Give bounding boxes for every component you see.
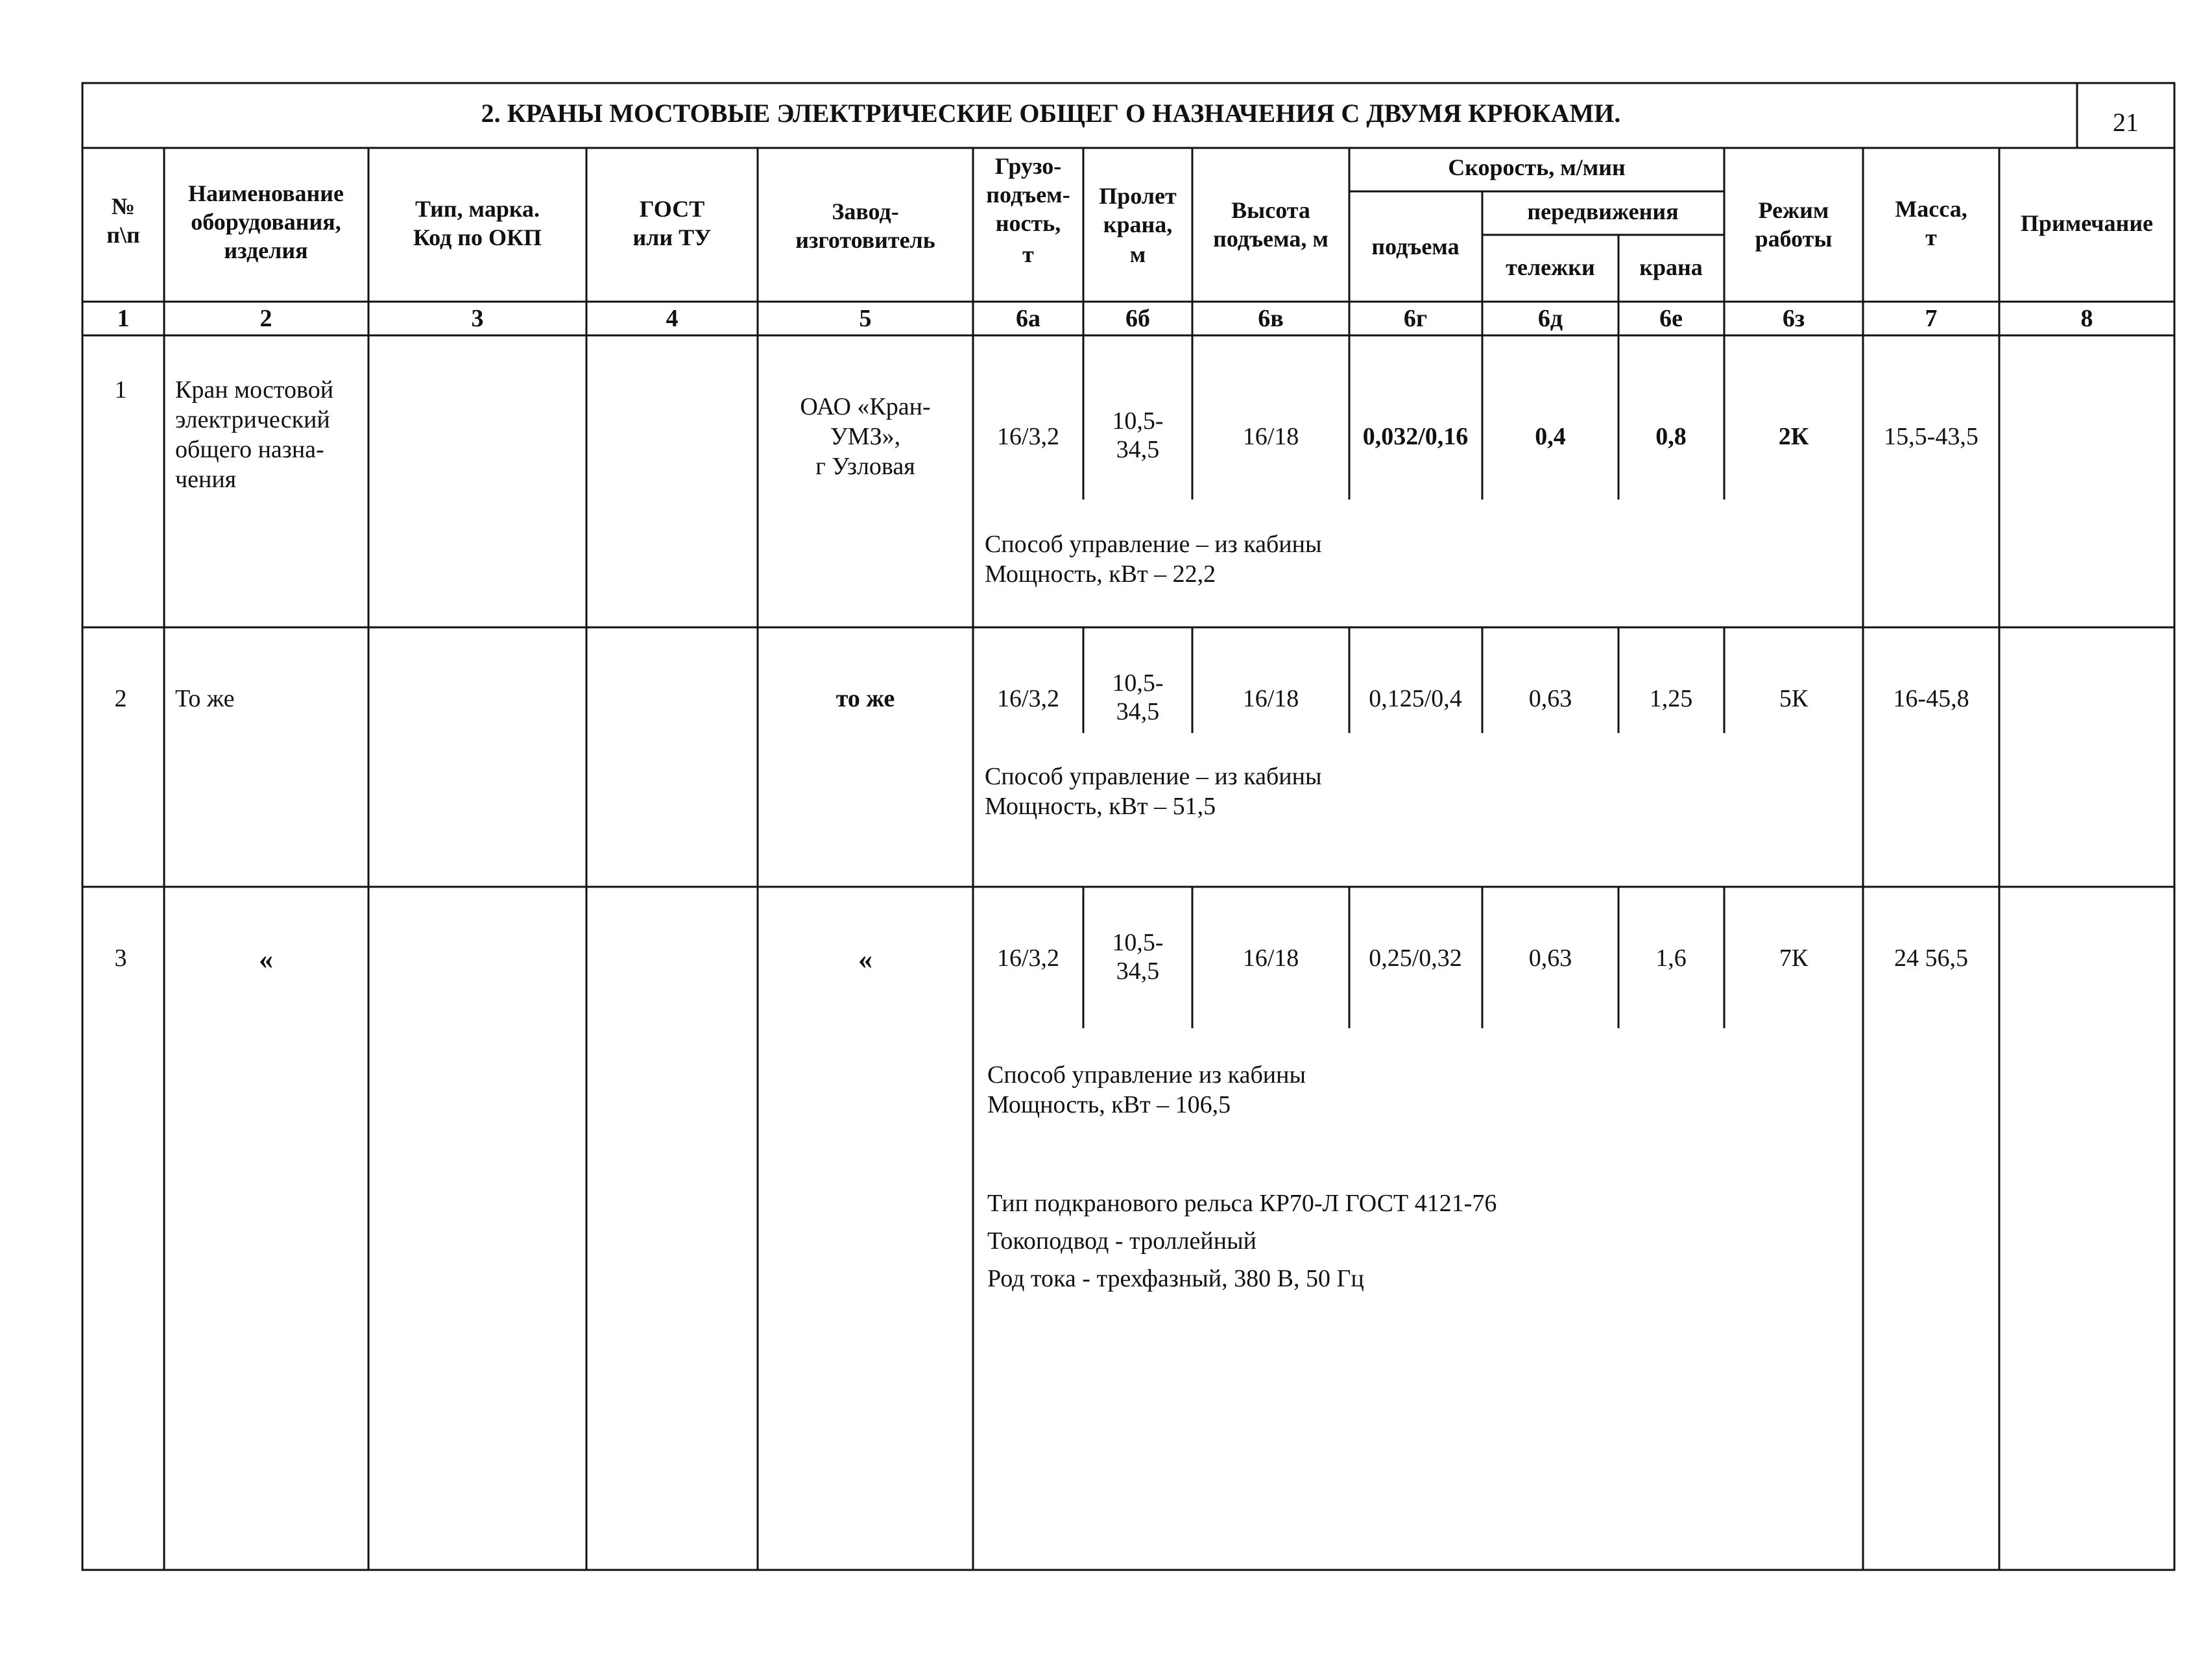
row-crane-speed: 1,25 [1649, 685, 1693, 712]
footnote-current-supply: Токоподвод - троллейный [987, 1227, 1256, 1255]
header-mode-line-2: работы [1755, 226, 1833, 252]
row-note-line: Мощность, кВт – 22,2 [985, 560, 1216, 588]
row-number: 2 [114, 685, 127, 712]
row-note-line: Способ управление из кабины [987, 1061, 1306, 1089]
header-span-line-2: крана, [1103, 211, 1173, 237]
header-remark: Примечание [2020, 210, 2154, 236]
row-name-line: Кран мостовой [175, 376, 334, 404]
row-number: 1 [114, 376, 127, 404]
row-name-line: электрический [175, 406, 330, 433]
row-mode: 5К [1779, 685, 1809, 712]
header-name-line-3: изделия [224, 237, 308, 263]
row-crane-speed: 0,8 [1655, 423, 1687, 450]
header-num-line-1: № [111, 193, 136, 219]
row-lift-speed: 0,032/0,16 [1362, 423, 1469, 450]
header-mass-line-1: Масса, [1895, 196, 1967, 222]
colnum-2: 2 [259, 305, 272, 332]
row-mass: 16-45,8 [1893, 685, 1969, 712]
row-mode: 7К [1779, 945, 1809, 972]
row-span-line: 10,5- [1112, 929, 1164, 956]
row-load: 16/3,2 [996, 423, 1060, 450]
header-span-line-1: Пролет [1099, 183, 1177, 209]
row-lift-speed: 0,25/0,32 [1369, 945, 1462, 972]
header-mode-line-1: Режим [1758, 197, 1829, 223]
colnum-6g: 6г [1403, 305, 1428, 332]
colnum-6v: 6в [1258, 305, 1284, 332]
row-name-line: То же [175, 685, 235, 712]
row-maker-line: г Узловая [815, 453, 915, 480]
row-trolley-speed: 0,63 [1528, 945, 1572, 972]
colnum-6z: 6з [1782, 305, 1805, 332]
row-span-line: 34,5 [1116, 436, 1160, 463]
colnum-5: 5 [859, 305, 872, 332]
row-note-line: Способ управление – из кабины [985, 763, 1322, 790]
row-trolley-speed: 0,4 [1535, 423, 1566, 450]
row-name-line: чения [175, 466, 237, 493]
footnote-current-type: Род тока - трехфазный, 380 В, 50 Гц [987, 1265, 1364, 1292]
colnum-6e: 6е [1659, 305, 1683, 332]
header-type-line-1: Тип, марка. [415, 196, 540, 222]
colnum-6d: 6д [1537, 305, 1563, 332]
header-name-line-1: Наименование [188, 180, 344, 206]
header-height-line-1: Высота [1231, 197, 1310, 223]
row-mass: 15,5-43,5 [1884, 423, 1978, 450]
row-height: 16/18 [1242, 685, 1299, 712]
row-height: 16/18 [1242, 423, 1299, 450]
row-span-line: 10,5- [1112, 669, 1164, 697]
header-load-line-4: т [1022, 241, 1034, 267]
header-trolley: тележки [1506, 254, 1595, 280]
header-load-line-3: ность, [995, 210, 1061, 236]
row-maker-line: УМЗ», [830, 423, 901, 450]
row-trolley-speed: 0,63 [1528, 685, 1572, 712]
header-name-line-2: оборудования, [191, 209, 341, 235]
header-load-line-2: подъем- [986, 182, 1070, 208]
colnum-4: 4 [666, 305, 679, 332]
row-span-line: 34,5 [1116, 698, 1160, 725]
header-mass-line-2: т [1925, 224, 1937, 250]
row-load: 16/3,2 [996, 945, 1060, 972]
row-height: 16/18 [1242, 945, 1299, 972]
header-maker-line-2: изготовитель [795, 227, 935, 253]
row-note-line: Мощность, кВт – 106,5 [987, 1091, 1231, 1118]
row-maker-line: то же [836, 685, 895, 712]
header-lift: подъема [1371, 234, 1460, 259]
header-height-line-2: подъема, м [1213, 226, 1328, 252]
row-mass: 24 56,5 [1894, 945, 1968, 972]
row-load: 16/3,2 [996, 685, 1060, 712]
row-maker-line: ОАО «Кран- [800, 393, 931, 420]
colnum-6a: 6а [1016, 305, 1040, 332]
row-maker-line: « [858, 943, 872, 975]
row-span-line: 10,5- [1112, 407, 1164, 435]
header-num-line-2: п\п [106, 222, 140, 248]
header-span-line-3: м [1129, 241, 1146, 267]
header-speed: Скорость, м/мин [1448, 154, 1626, 180]
row-crane-speed: 1,6 [1655, 945, 1687, 972]
header-load-line-1: Грузо- [994, 153, 1062, 179]
row-name-line: общего назна- [175, 436, 324, 463]
colnum-7: 7 [1925, 305, 1938, 332]
header-crane: крана [1639, 254, 1703, 280]
header-travel: передвижения [1527, 199, 1679, 224]
page-number: 21 [2113, 108, 2139, 137]
header-gost-line-1: ГОСТ [639, 196, 705, 222]
row-note-line: Мощность, кВт – 51,5 [985, 793, 1216, 820]
colnum-6b: 6б [1125, 305, 1150, 332]
row-span-line: 34,5 [1116, 958, 1160, 985]
row-mode: 2К [1778, 423, 1809, 450]
row-lift-speed: 0,125/0,4 [1369, 685, 1462, 712]
colnum-8: 8 [2080, 305, 2093, 332]
footnote-rail: Тип подкранового рельса КР70-Л ГОСТ 4121-76 [987, 1190, 1497, 1217]
colnum-3: 3 [471, 305, 484, 332]
header-maker-line-1: Завод- [832, 199, 899, 224]
header-type-line-2: Код по ОКП [413, 224, 542, 250]
table-title: 2. КРАНЫ МОСТОВЫЕ ЭЛЕКТРИЧЕСКИЕ ОБЩЕГ О НАЗНАЧЕНИЯ С ДВУМЯ КРЮКАМИ. [481, 99, 1621, 128]
colnum-1: 1 [117, 305, 130, 332]
row-number: 3 [114, 945, 127, 972]
row-note-line: Способ управление – из кабины [985, 531, 1322, 558]
row-name-line: « [259, 943, 273, 975]
header-gost-line-2: или ТУ [632, 224, 712, 250]
